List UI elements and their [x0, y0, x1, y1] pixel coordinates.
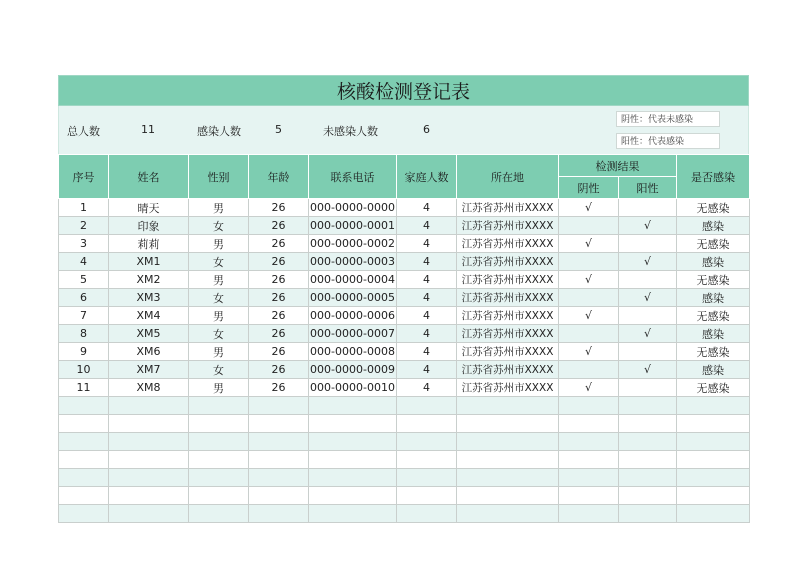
cell-positive[interactable] — [619, 469, 677, 487]
cell-negative[interactable]: √ — [559, 307, 619, 325]
cell-family[interactable]: 4 — [397, 235, 457, 253]
cell-name[interactable]: XM5 — [109, 325, 189, 343]
cell-family[interactable]: 4 — [397, 289, 457, 307]
header-seq: 序号 — [59, 155, 109, 199]
cell-phone[interactable]: 000-0000-0000 — [309, 199, 397, 217]
cell-infected[interactable]: 无感染 — [677, 307, 750, 325]
cell-phone[interactable] — [309, 487, 397, 505]
table-row — [59, 415, 750, 433]
cell-name[interactable]: XM3 — [109, 289, 189, 307]
cell-location[interactable]: 江苏省苏州市XXXX — [457, 217, 559, 235]
cell-negative[interactable] — [559, 433, 619, 451]
cell-location[interactable]: 江苏省苏州市XXXX — [457, 361, 559, 379]
cell-infected[interactable] — [677, 487, 750, 505]
cell-negative[interactable] — [559, 361, 619, 379]
table-row — [59, 397, 750, 415]
cell-age[interactable] — [249, 469, 309, 487]
table-row — [59, 379, 750, 397]
cell-location[interactable] — [457, 469, 559, 487]
cell-phone[interactable]: 000-0000-0003 — [309, 253, 397, 271]
header-infected: 是否感染 — [677, 155, 750, 199]
cell-location[interactable] — [457, 433, 559, 451]
cell-seq[interactable]: 7 — [59, 307, 109, 325]
uninfected-label: 未感染人数 — [323, 125, 378, 138]
cell-positive[interactable] — [619, 271, 677, 289]
cell-name[interactable] — [109, 433, 189, 451]
cell-phone[interactable] — [309, 469, 397, 487]
cell-gender[interactable]: 男 — [189, 199, 249, 217]
cell-seq[interactable]: 5 — [59, 271, 109, 289]
cell-negative[interactable] — [559, 253, 619, 271]
header-family: 家庭人数 — [397, 155, 457, 199]
cell-negative[interactable] — [559, 469, 619, 487]
cell-name[interactable] — [109, 487, 189, 505]
cell-infected[interactable]: 感染 — [677, 253, 750, 271]
cell-seq[interactable]: 2 — [59, 217, 109, 235]
summary-panel — [58, 106, 749, 154]
cell-infected[interactable]: 感染 — [677, 361, 750, 379]
cell-family[interactable]: 4 — [397, 271, 457, 289]
cell-positive[interactable] — [619, 487, 677, 505]
cell-location[interactable] — [457, 415, 559, 433]
cell-seq[interactable]: 10 — [59, 361, 109, 379]
cell-negative[interactable] — [559, 217, 619, 235]
cell-age[interactable]: 26 — [249, 271, 309, 289]
table-row — [59, 235, 750, 253]
cell-location[interactable]: 江苏省苏州市XXXX — [457, 271, 559, 289]
cell-positive[interactable] — [619, 235, 677, 253]
total-label: 总人数 — [67, 125, 100, 138]
cell-negative[interactable]: √ — [559, 271, 619, 289]
cell-seq[interactable]: 3 — [59, 235, 109, 253]
total-value: 11 — [141, 123, 155, 136]
cell-phone[interactable] — [309, 433, 397, 451]
cell-negative[interactable]: √ — [559, 199, 619, 217]
cell-infected[interactable]: 无感染 — [677, 271, 750, 289]
table-row — [59, 487, 750, 505]
cell-negative[interactable]: √ — [559, 379, 619, 397]
cell-age[interactable]: 26 — [249, 307, 309, 325]
cell-age[interactable] — [249, 397, 309, 415]
cell-location[interactable]: 江苏省苏州市XXXX — [457, 325, 559, 343]
cell-name[interactable] — [109, 469, 189, 487]
cell-gender[interactable] — [189, 487, 249, 505]
cell-age[interactable]: 26 — [249, 343, 309, 361]
cell-phone[interactable]: 000-0000-0008 — [309, 343, 397, 361]
infected-value: 5 — [275, 123, 282, 136]
cell-positive[interactable]: √ — [619, 217, 677, 235]
cell-gender[interactable]: 女 — [189, 325, 249, 343]
cell-negative[interactable] — [559, 487, 619, 505]
cell-positive[interactable] — [619, 379, 677, 397]
cell-family[interactable] — [397, 451, 457, 469]
cell-gender[interactable] — [189, 505, 249, 523]
cell-negative[interactable] — [559, 325, 619, 343]
cell-seq[interactable]: 9 — [59, 343, 109, 361]
cell-infected[interactable] — [677, 433, 750, 451]
cell-phone[interactable]: 000-0000-0002 — [309, 235, 397, 253]
cell-phone[interactable]: 000-0000-0007 — [309, 325, 397, 343]
cell-family[interactable]: 4 — [397, 361, 457, 379]
cell-name[interactable]: XM8 — [109, 379, 189, 397]
cell-seq[interactable] — [59, 415, 109, 433]
cell-location[interactable]: 江苏省苏州市XXXX — [457, 343, 559, 361]
cell-infected[interactable] — [677, 451, 750, 469]
cell-age[interactable]: 26 — [249, 379, 309, 397]
cell-gender[interactable]: 女 — [189, 217, 249, 235]
uninfected-value: 6 — [423, 123, 430, 136]
cell-seq[interactable] — [59, 397, 109, 415]
cell-name[interactable] — [109, 397, 189, 415]
header-gender: 性别 — [189, 155, 249, 199]
cell-positive[interactable]: √ — [619, 361, 677, 379]
cell-location[interactable] — [457, 397, 559, 415]
cell-location[interactable]: 江苏省苏州市XXXX — [457, 199, 559, 217]
cell-positive[interactable] — [619, 343, 677, 361]
cell-location[interactable] — [457, 451, 559, 469]
cell-age[interactable] — [249, 505, 309, 523]
cell-age[interactable]: 26 — [249, 361, 309, 379]
cell-phone[interactable] — [309, 451, 397, 469]
cell-gender[interactable]: 女 — [189, 289, 249, 307]
cell-family[interactable] — [397, 415, 457, 433]
cell-negative[interactable]: √ — [559, 343, 619, 361]
header-result: 检测结果 — [559, 155, 677, 177]
cell-name[interactable]: XM7 — [109, 361, 189, 379]
table-row — [59, 271, 750, 289]
cell-age[interactable]: 26 — [249, 199, 309, 217]
cell-positive[interactable] — [619, 451, 677, 469]
table-row — [59, 253, 750, 271]
cell-gender[interactable]: 男 — [189, 307, 249, 325]
cell-name[interactable] — [109, 451, 189, 469]
cell-phone[interactable]: 000-0000-0001 — [309, 217, 397, 235]
cell-location[interactable] — [457, 505, 559, 523]
table-row — [59, 361, 750, 379]
cell-negative[interactable] — [559, 451, 619, 469]
cell-infected[interactable]: 无感染 — [677, 379, 750, 397]
registration-table — [58, 154, 750, 523]
cell-age[interactable] — [249, 415, 309, 433]
cell-positive[interactable] — [619, 307, 677, 325]
cell-phone[interactable]: 000-0000-0010 — [309, 379, 397, 397]
cell-gender[interactable]: 男 — [189, 379, 249, 397]
cell-infected[interactable]: 感染 — [677, 325, 750, 343]
cell-infected[interactable]: 无感染 — [677, 343, 750, 361]
table-row — [59, 289, 750, 307]
cell-family[interactable]: 4 — [397, 199, 457, 217]
cell-infected[interactable] — [677, 469, 750, 487]
cell-location[interactable]: 江苏省苏州市XXXX — [457, 307, 559, 325]
cell-family[interactable] — [397, 469, 457, 487]
header-name: 姓名 — [109, 155, 189, 199]
sheet-title — [58, 75, 749, 106]
cell-location[interactable]: 江苏省苏州市XXXX — [457, 253, 559, 271]
cell-gender[interactable]: 男 — [189, 235, 249, 253]
cell-phone[interactable]: 000-0000-0004 — [309, 271, 397, 289]
cell-location[interactable]: 江苏省苏州市XXXX — [457, 379, 559, 397]
cell-family[interactable]: 4 — [397, 379, 457, 397]
cell-name[interactable]: XM1 — [109, 253, 189, 271]
cell-name[interactable]: XM4 — [109, 307, 189, 325]
table-body — [59, 199, 750, 523]
cell-gender[interactable] — [189, 415, 249, 433]
cell-positive[interactable] — [619, 433, 677, 451]
table-row — [59, 307, 750, 325]
cell-infected[interactable] — [677, 397, 750, 415]
cell-gender[interactable] — [189, 397, 249, 415]
cell-gender[interactable]: 男 — [189, 343, 249, 361]
cell-phone[interactable] — [309, 397, 397, 415]
registration-sheet — [58, 75, 749, 523]
cell-positive[interactable] — [619, 415, 677, 433]
cell-family[interactable] — [397, 433, 457, 451]
cell-positive[interactable] — [619, 397, 677, 415]
cell-infected[interactable]: 无感染 — [677, 199, 750, 217]
cell-gender[interactable]: 女 — [189, 253, 249, 271]
table-row — [59, 451, 750, 469]
cell-seq[interactable] — [59, 451, 109, 469]
cell-seq[interactable] — [59, 487, 109, 505]
infected-label: 感染人数 — [197, 125, 241, 138]
cell-negative[interactable] — [559, 415, 619, 433]
cell-positive[interactable]: √ — [619, 325, 677, 343]
cell-phone[interactable]: 000-0000-0009 — [309, 361, 397, 379]
cell-seq[interactable] — [59, 433, 109, 451]
cell-age[interactable] — [249, 451, 309, 469]
cell-phone[interactable]: 000-0000-0005 — [309, 289, 397, 307]
cell-name[interactable]: 莉莉 — [109, 235, 189, 253]
cell-seq[interactable]: 11 — [59, 379, 109, 397]
header-location: 所在地 — [457, 155, 559, 199]
cell-age[interactable]: 26 — [249, 217, 309, 235]
cell-infected[interactable] — [677, 505, 750, 523]
cell-family[interactable]: 4 — [397, 343, 457, 361]
table-row — [59, 325, 750, 343]
table-row — [59, 505, 750, 523]
cell-phone[interactable]: 000-0000-0006 — [309, 307, 397, 325]
cell-location[interactable]: 江苏省苏州市XXXX — [457, 235, 559, 253]
cell-seq[interactable]: 1 — [59, 199, 109, 217]
cell-infected[interactable]: 无感染 — [677, 235, 750, 253]
cell-phone[interactable] — [309, 415, 397, 433]
table-row — [59, 343, 750, 361]
table-row — [59, 199, 750, 217]
cell-family[interactable] — [397, 487, 457, 505]
cell-gender[interactable] — [189, 451, 249, 469]
header-positive: 阳性 — [619, 177, 677, 199]
header-age: 年龄 — [249, 155, 309, 199]
legend-negative: 阴性：代表未感染 — [616, 111, 720, 127]
cell-location[interactable]: 江苏省苏州市XXXX — [457, 289, 559, 307]
cell-infected[interactable] — [677, 415, 750, 433]
cell-seq[interactable]: 6 — [59, 289, 109, 307]
cell-name[interactable] — [109, 415, 189, 433]
cell-name[interactable]: 晴天 — [109, 199, 189, 217]
cell-family[interactable] — [397, 397, 457, 415]
cell-location[interactable] — [457, 487, 559, 505]
cell-positive[interactable]: √ — [619, 253, 677, 271]
title-text: 核酸检测登记表 — [336, 81, 470, 103]
cell-age[interactable]: 26 — [249, 325, 309, 343]
cell-seq[interactable] — [59, 469, 109, 487]
cell-age[interactable] — [249, 487, 309, 505]
cell-positive[interactable]: √ — [619, 289, 677, 307]
cell-positive[interactable] — [619, 199, 677, 217]
cell-age[interactable]: 26 — [249, 235, 309, 253]
cell-gender[interactable] — [189, 469, 249, 487]
table-row — [59, 217, 750, 235]
cell-infected[interactable]: 感染 — [677, 289, 750, 307]
cell-gender[interactable]: 女 — [189, 361, 249, 379]
header-phone: 联系电话 — [309, 155, 397, 199]
cell-negative[interactable] — [559, 289, 619, 307]
cell-family[interactable]: 4 — [397, 217, 457, 235]
cell-seq[interactable] — [59, 505, 109, 523]
cell-family[interactable]: 4 — [397, 307, 457, 325]
cell-negative[interactable] — [559, 505, 619, 523]
cell-positive[interactable] — [619, 505, 677, 523]
cell-negative[interactable]: √ — [559, 235, 619, 253]
cell-age[interactable]: 26 — [249, 289, 309, 307]
cell-name[interactable]: XM6 — [109, 343, 189, 361]
cell-family[interactable]: 4 — [397, 325, 457, 343]
table-row — [59, 469, 750, 487]
cell-family[interactable] — [397, 505, 457, 523]
cell-phone[interactable] — [309, 505, 397, 523]
cell-infected[interactable]: 感染 — [677, 217, 750, 235]
cell-name[interactable]: 印象 — [109, 217, 189, 235]
header-negative: 阴性 — [559, 177, 619, 199]
cell-name[interactable]: XM2 — [109, 271, 189, 289]
cell-family[interactable]: 4 — [397, 253, 457, 271]
cell-age[interactable]: 26 — [249, 253, 309, 271]
legend-positive: 阳性：代表感染 — [616, 133, 720, 149]
cell-seq[interactable]: 4 — [59, 253, 109, 271]
table-row — [59, 433, 750, 451]
cell-name[interactable] — [109, 505, 189, 523]
cell-age[interactable] — [249, 433, 309, 451]
cell-negative[interactable] — [559, 397, 619, 415]
cell-gender[interactable] — [189, 433, 249, 451]
cell-seq[interactable]: 8 — [59, 325, 109, 343]
cell-gender[interactable]: 男 — [189, 271, 249, 289]
